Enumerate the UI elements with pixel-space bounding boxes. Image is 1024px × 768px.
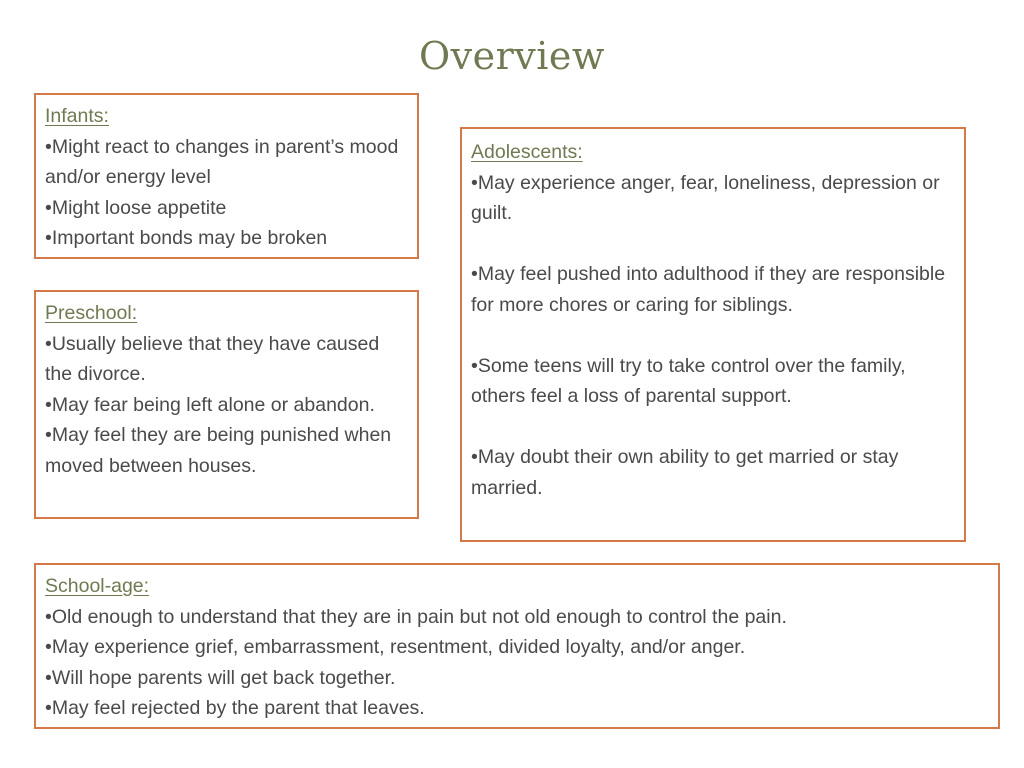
adolescents-list xyxy=(471,168,956,504)
adolescents-item: • Some teens will try to take control over the family, others feel a loss of parental support. xyxy=(471,351,956,412)
schoolage-item: • May feel rejected by the parent that leaves. xyxy=(45,693,990,724)
schoolage-list xyxy=(45,602,990,724)
preschool-item: • May fear being left alone or abandon. xyxy=(45,390,409,421)
adolescents-item: • May feel pushed into adulthood if they are responsible for more chores or caring for siblings. xyxy=(471,259,956,320)
schoolage-item: • May experience grief, embarrassment, resentment, divided loyalty, and/or anger. xyxy=(45,632,990,663)
preschool-list xyxy=(45,329,409,482)
infants-item: • Important bonds may be broken xyxy=(45,223,409,254)
infants-item: • Might loose appetite xyxy=(45,193,409,224)
schoolage-item: • Old enough to understand that they are in pain but not old enough to control the pain. xyxy=(45,602,990,633)
schoolage-heading: School-age: xyxy=(45,575,150,597)
preschool-heading: Preschool: xyxy=(45,302,138,324)
infants-heading: Infants: xyxy=(45,105,109,127)
infants-list xyxy=(45,132,409,254)
infants-box xyxy=(34,93,419,259)
adolescents-item: • May experience anger, fear, loneliness, depression or guilt. xyxy=(471,168,956,229)
preschool-item: • Usually believe that they have caused the divorce. xyxy=(45,329,409,390)
adolescents-box xyxy=(460,127,966,542)
adolescents-heading: Adolescents: xyxy=(471,141,583,163)
schoolage-box xyxy=(34,563,1000,729)
preschool-item: • May feel they are being punished when moved between houses. xyxy=(45,420,409,481)
schoolage-item: • Will hope parents will get back together. xyxy=(45,663,990,694)
preschool-box xyxy=(34,290,419,519)
slide-title: Overview xyxy=(419,34,605,78)
infants-item: • Might react to changes in parent’s mood and/or energy level xyxy=(45,132,409,193)
adolescents-item: • May doubt their own ability to get married or stay married. xyxy=(471,442,956,503)
